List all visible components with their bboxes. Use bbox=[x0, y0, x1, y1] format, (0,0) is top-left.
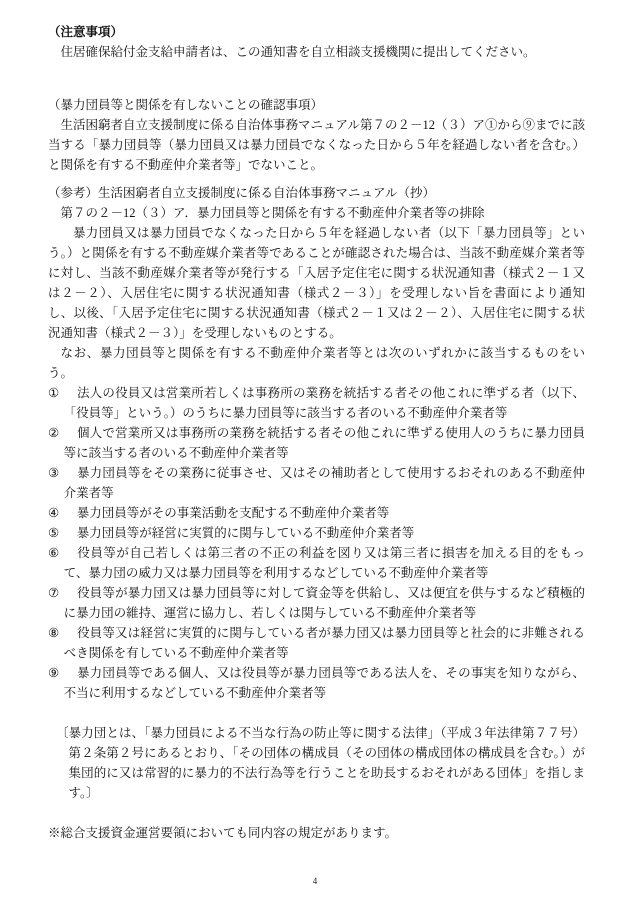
notice-body: 住居確保給付金支給申請者は、この通知書を自立相談支援機関に提出してください。 bbox=[60, 45, 536, 59]
item-number: ⑥ bbox=[48, 546, 60, 560]
excluded-broker-list bbox=[48, 383, 585, 703]
reference-subheading: 第７の２－12（３）ア．暴力団員等と関係を有する不動産仲介業者等の排除 bbox=[60, 206, 485, 220]
list-item bbox=[48, 523, 585, 543]
boryokudan-definition-note: 〔暴力団とは、「暴力団員による不当な行為の防止等に関する法律」（平成３年法律第７７号）第２条第２号にあるとおり、「その団体の構成員（その団体の構成団体の構成員を含む。）が集団的に又は常習的に暴力的不法行為等を行うことを助長するおそれがある団体」を指します。〕 bbox=[56, 726, 585, 800]
item-text: 役員等が自己若しくは第三者の不正の利益を図り又は第三者に損害を加える目的をもって、暴力団の威力又は暴力団員等を利用するなどしている不動産仲介業者等 bbox=[63, 546, 585, 580]
section-notice bbox=[48, 22, 585, 62]
list-item bbox=[48, 463, 585, 503]
confirmation-heading: （暴力団員等と関係を有しないことの確認事項） bbox=[48, 98, 324, 112]
item-text: 暴力団員等が経営に実質的に関与している不動産仲介業者等 bbox=[76, 526, 415, 540]
list-item bbox=[48, 423, 585, 463]
item-text: 暴力団員等がその事業活動を支配する不動産仲介業者等 bbox=[76, 506, 390, 520]
list-item bbox=[48, 583, 585, 623]
reference-heading: （参考）生活困窮者自立支援制度に係る自治体事務マニュアル（抄） bbox=[48, 186, 436, 200]
list-item bbox=[48, 383, 585, 423]
item-number: ② bbox=[48, 426, 60, 440]
list-item bbox=[48, 543, 585, 583]
item-number: ⑧ bbox=[48, 626, 60, 640]
page-number: 4 bbox=[312, 876, 318, 886]
item-number: ④ bbox=[48, 506, 60, 520]
reference-paragraph: 暴力団員又は暴力団員でなくなった日から５年を経過しない者（以下「暴力団員等」という。）と関係を有する不動産媒介業者等であることが確認された場合は、当該不動産媒介業者等に対し、当該不動産媒介業者等が発行する「入居予定住宅に関する状況通知書（様式２－１又は２－２）、入居住宅に関する状況通知書（様式２－３）」を受理しない旨を書面により通知し、以後、「入居予定住宅に関する状況通知書（様式２－１又は２－２）、入居住宅に関する状況通知書（様式２－３）」を受理しないものとする。 bbox=[48, 226, 585, 340]
item-number: ⑦ bbox=[48, 586, 60, 600]
footnote: ※総合支援資金運営要領においても同内容の規定があります。 bbox=[48, 826, 398, 840]
item-text: 個人で営業所又は事務所の業務を統括する者その他これに準ずる使用人のうちに暴力団員等に該当する者のいる不動産仲介業者等 bbox=[63, 426, 585, 460]
reference-paragraph: なお、暴力団員等と関係を有する不動産仲介業者等とは次のいずれかに該当するものをいう。 bbox=[48, 346, 585, 380]
item-number: ③ bbox=[48, 466, 60, 480]
item-text: 役員等又は経営に実質的に関与している者が暴力団又は暴力団員等と社会的に非難されるべき関係を有している不動産仲介業者等 bbox=[63, 626, 585, 660]
section-confirmation bbox=[48, 95, 585, 175]
item-text: 暴力団員等である個人、又は役員等が暴力団員等である法人を、その事実を知りながら、不当に利用するなどしている不動産仲介業者等 bbox=[63, 666, 585, 700]
list-item bbox=[48, 503, 585, 523]
item-text: 法人の役員又は営業所若しくは事務所の業務を統括する者その他これに準ずる者（以下、「役員等」という。）のうちに暴力団員等に該当する者のいる不動産仲介業者等 bbox=[63, 386, 585, 420]
item-text: 役員等が暴力団又は暴力団員等に対して資金等を供給し、又は便宜を供与するなど積極的に暴力団の維持、運営に協力し、若しくは関与している不動産仲介業者等 bbox=[63, 586, 585, 620]
list-item bbox=[48, 623, 585, 663]
confirmation-body: 生活困窮者自立支援制度に係る自治体事務マニュアル第７の２－12（３）ア①から⑨までに該当する「暴力団員等（暴力団員又は暴力団員でなくなった日から５年を経過しない者を含む。）と関係を有する不動産仲介業者等」でないこと。 bbox=[48, 118, 586, 172]
item-number: ① bbox=[48, 386, 60, 400]
item-number: ⑤ bbox=[48, 526, 60, 540]
notice-heading: （注意事項） bbox=[48, 25, 124, 39]
section-reference bbox=[48, 183, 585, 703]
item-text: 暴力団員等をその業務に従事させ、又はその補助者として使用するおそれのある不動産仲介業者等 bbox=[63, 466, 585, 500]
list-item bbox=[48, 663, 585, 703]
item-number: ⑨ bbox=[48, 666, 60, 680]
